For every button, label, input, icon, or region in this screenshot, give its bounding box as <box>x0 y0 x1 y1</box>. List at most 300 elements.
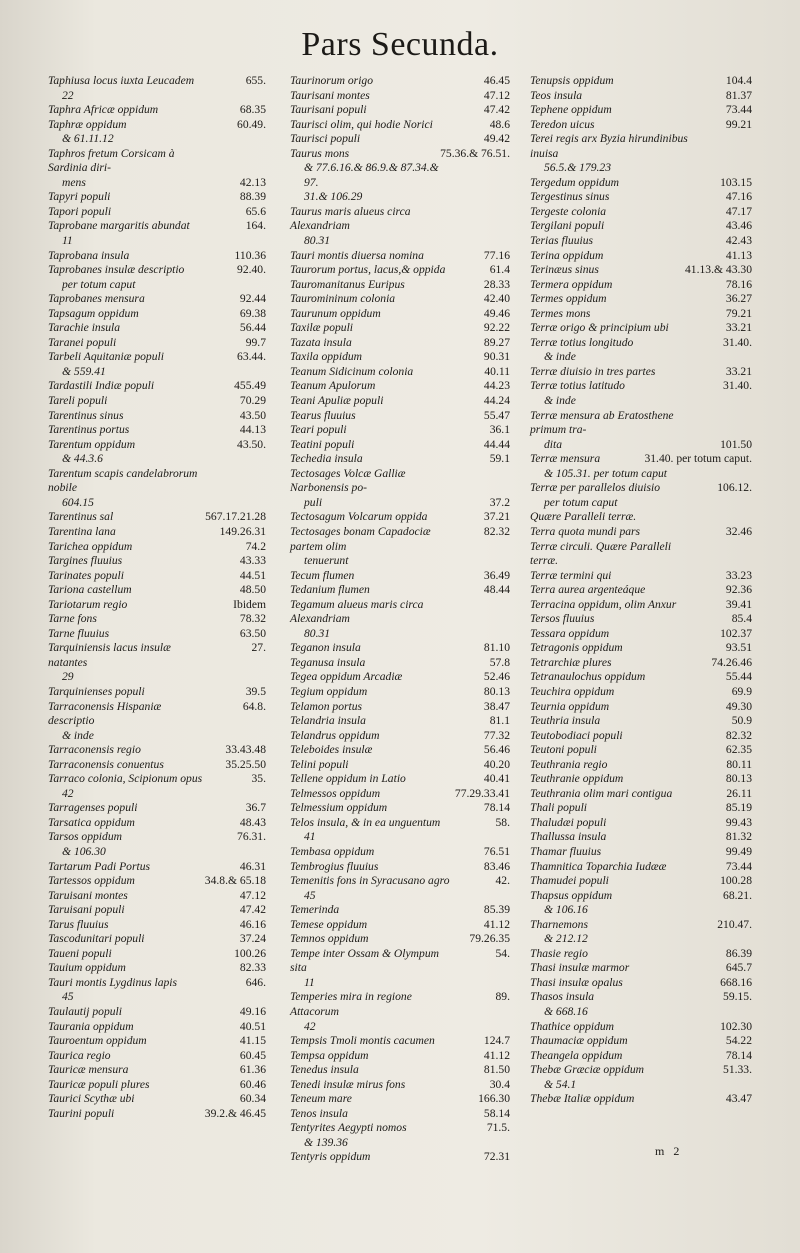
index-page-ref: 33.43.48 <box>225 743 266 757</box>
index-entry <box>48 1034 266 1049</box>
index-page-ref: 63.44. <box>237 350 266 364</box>
index-entry <box>290 932 510 947</box>
index-continuation: & 54.1 <box>544 1077 577 1091</box>
index-entry <box>48 1020 266 1035</box>
index-term: Teuthria insula <box>530 714 601 728</box>
index-entry <box>290 729 510 744</box>
index-entry <box>290 947 510 991</box>
index-page-ref: 83.46 <box>483 859 510 873</box>
index-entry <box>290 336 510 351</box>
index-continuation: 80.31 <box>304 626 331 640</box>
index-entry <box>48 205 266 220</box>
index-page-ref: 668.16 <box>720 975 752 989</box>
index-term: Techedia insula <box>290 452 363 466</box>
index-term: Thapsus oppidum <box>530 888 613 902</box>
index-page-ref: 43.33 <box>239 554 266 568</box>
index-entry <box>290 1034 510 1049</box>
index-term: Tarentinus sinus <box>48 408 124 422</box>
index-page-ref: 31.40. <box>723 335 752 349</box>
index-page-ref: 42.43 <box>725 234 752 248</box>
index-entry <box>290 467 510 511</box>
index-page-ref: 59.15. <box>723 990 752 1004</box>
index-page-ref: 99.49 <box>725 844 752 858</box>
index-page-ref: 567.17.21.28 <box>205 510 266 524</box>
index-entry <box>290 874 510 903</box>
index-entry <box>290 801 510 816</box>
index-entry <box>48 74 266 103</box>
index-page-ref: 90.31 <box>483 350 510 364</box>
index-page-ref: 35.25.50 <box>225 757 266 771</box>
index-page-ref: 166.30 <box>478 1092 510 1106</box>
index-entry <box>530 219 752 234</box>
index-term: Taprobana insula <box>48 248 130 262</box>
index-entry <box>530 510 752 525</box>
index-entry <box>48 467 266 511</box>
index-entry <box>290 103 510 118</box>
index-page-ref: 36.27 <box>725 292 752 306</box>
index-entry <box>290 685 510 700</box>
index-page-ref: 85.39 <box>483 903 510 917</box>
index-continuation: 41 <box>304 830 316 844</box>
index-term: Taurisci populi <box>290 132 361 146</box>
index-term: Terræ totius latitudo <box>530 379 625 393</box>
index-entry <box>290 656 510 671</box>
index-entry <box>290 452 510 467</box>
index-page-ref: 47.42 <box>239 903 266 917</box>
index-page-ref: 92.36 <box>725 583 752 597</box>
index-page-ref: 110.36 <box>234 248 266 262</box>
index-entry <box>290 598 510 642</box>
index-page-ref: 655. <box>245 74 266 87</box>
index-entry <box>290 641 510 656</box>
index-page-ref: 44.23 <box>483 379 510 393</box>
index-term: Thebæ Italiæ oppidum <box>530 1092 635 1106</box>
index-term: Taphræ oppidum <box>48 117 127 131</box>
index-term: Thathice oppidum <box>530 1019 615 1033</box>
index-entry <box>290 525 510 569</box>
index-column-1 <box>48 74 266 1121</box>
index-entry <box>290 118 510 133</box>
index-continuation: 11 <box>304 975 315 989</box>
index-page-ref: 61.36 <box>239 1063 266 1077</box>
index-page-ref: 78.14 <box>483 801 510 815</box>
index-term: Tarraconensis regio <box>48 743 141 757</box>
index-entry <box>530 729 752 744</box>
index-term: Teatini populi <box>290 437 355 451</box>
index-entry <box>530 1092 752 1107</box>
index-term: Temperies mira in regione Attacorum <box>290 990 412 1018</box>
index-entry <box>290 772 510 787</box>
index-page-ref: 47.16 <box>725 190 752 204</box>
index-entry <box>290 758 510 773</box>
index-entry <box>530 1020 752 1035</box>
index-entry <box>530 816 752 831</box>
index-term: Terræ mensura <box>530 452 601 466</box>
index-entry <box>530 874 752 889</box>
index-page-ref: 48.50 <box>239 583 266 597</box>
index-page-ref: 99.43 <box>725 815 752 829</box>
index-page-ref: 455.49 <box>234 379 266 393</box>
index-page-ref: 68.35 <box>239 103 266 117</box>
index-entry <box>48 976 266 1005</box>
index-entry <box>290 1063 510 1078</box>
index-entry <box>530 1063 752 1092</box>
index-entry <box>530 409 752 453</box>
index-entry <box>48 394 266 409</box>
index-continuation: & inde <box>544 394 576 408</box>
index-entry <box>530 1049 752 1064</box>
index-entry <box>290 205 510 249</box>
index-term: Telamon portus <box>290 699 363 713</box>
index-term: Tarentum scapis candelabrorum nobile <box>48 466 198 495</box>
index-term: Telos insula, & in ea unguentum <box>290 815 441 829</box>
index-entry <box>530 700 752 715</box>
index-term: Telandrus oppidum <box>290 728 380 742</box>
index-entry <box>48 612 266 627</box>
index-entry <box>530 74 752 89</box>
index-term: Tharnemons <box>530 917 588 931</box>
index-page-ref: 44.44 <box>483 437 510 451</box>
index-entry <box>290 438 510 453</box>
index-page-ref: 48.44 <box>483 583 510 597</box>
index-term: Terracina oppidum, olim Anxur <box>530 597 677 611</box>
index-term: Temese oppidum <box>290 917 368 931</box>
index-page-ref: 89. <box>495 990 510 1004</box>
index-term: Thamnitica Toparchia Iudææ <box>530 859 667 873</box>
index-entry <box>48 307 266 322</box>
index-term: Temnos oppidum <box>290 932 369 946</box>
index-page-ref: 27. <box>251 641 266 655</box>
index-term: Quære Paralleli terræ. <box>530 510 637 524</box>
index-term: Terræ circuli. Quære Paralleli terræ. <box>530 539 672 568</box>
index-term: Tarraco colonia, Scipionum opus <box>48 772 203 786</box>
index-entry <box>48 379 266 394</box>
index-entry <box>290 147 510 205</box>
index-entry <box>290 394 510 409</box>
index-term: Tectosages bonam Capadociæ partem olim <box>290 524 431 553</box>
index-term: Thasos insula <box>530 990 595 1004</box>
index-column-2 <box>290 74 510 1165</box>
index-term: Tegamum alueus maris circa Alexandriam <box>290 597 424 626</box>
index-term: Tempsa oppidum <box>290 1048 369 1062</box>
index-page-ref: 38.47 <box>483 699 510 713</box>
index-continuation: 45 <box>62 990 74 1004</box>
index-entry <box>290 918 510 933</box>
index-page-ref: 100.28 <box>720 874 752 888</box>
index-entry <box>530 801 752 816</box>
index-page-ref: 78.14 <box>725 1048 752 1062</box>
index-term: Theangela oppidum <box>530 1048 623 1062</box>
index-term: Taurisci olim, qui hodie Norici <box>290 117 433 131</box>
index-term: Tenos insula <box>290 1106 348 1120</box>
index-term: Taruisani populi <box>48 903 125 917</box>
index-page-ref: 59.1 <box>489 452 510 466</box>
index-entry <box>290 249 510 264</box>
index-entry <box>48 1049 266 1064</box>
index-term: Teanum Sidicinum colonia <box>290 364 414 378</box>
index-page-ref: 41.12 <box>483 1048 510 1062</box>
index-page-ref: 52.46 <box>483 670 510 684</box>
index-page-ref: 47.17 <box>725 204 752 218</box>
index-page-ref: 37.24 <box>239 932 266 946</box>
index-term: Tapyri populi <box>48 190 111 204</box>
index-term: Taurisani montes <box>290 88 370 102</box>
index-term: Terra aurea argenteáque <box>530 583 646 597</box>
index-entry <box>530 263 752 278</box>
index-entry <box>290 379 510 394</box>
index-page-ref: 55.47 <box>483 408 510 422</box>
index-term: Thamar fluuius <box>530 844 602 858</box>
index-entry <box>290 89 510 104</box>
index-entry <box>530 234 752 249</box>
index-page-ref: 92.44 <box>239 292 266 306</box>
index-entry <box>530 103 752 118</box>
index-entry <box>48 569 266 584</box>
index-page-ref: 69.9 <box>731 684 752 698</box>
index-page-ref: 58.14 <box>483 1106 510 1120</box>
index-entry <box>48 700 266 744</box>
index-term: Taxilæ populi <box>290 321 354 335</box>
index-entry <box>290 409 510 424</box>
index-entry <box>48 961 266 976</box>
index-term: Tarraconensis conuentus <box>48 757 164 771</box>
index-term: Terræ per parallelos diuisio <box>530 481 661 495</box>
index-term: Teleboides insulæ <box>290 743 373 757</box>
index-term: Teneum mare <box>290 1092 352 1106</box>
index-entry <box>530 249 752 264</box>
index-term: Tentyris oppidum <box>290 1150 371 1164</box>
index-term: Teani Apuliæ populi <box>290 394 384 408</box>
index-continuation: & 559.41 <box>62 364 106 378</box>
index-entry <box>530 336 752 365</box>
index-term: Tellene oppidum in Latio <box>290 772 406 786</box>
index-page-ref: 74.26.46 <box>711 655 752 669</box>
index-continuation: & inde <box>544 350 576 364</box>
index-page-ref: 39.5 <box>245 684 266 698</box>
index-page-ref: 32.46 <box>725 524 752 538</box>
index-entry <box>530 990 752 1019</box>
index-page-ref: 76.31. <box>237 830 266 844</box>
index-entry <box>290 670 510 685</box>
index-term: Tetranaulochus oppidum <box>530 670 646 684</box>
index-page-ref: 40.11 <box>484 364 510 378</box>
index-page-ref: 101.50 <box>720 437 752 451</box>
index-page-ref: 85.19 <box>725 801 752 815</box>
index-continuation: & 77.6.16.& 86.9.& 87.34.& 97. <box>304 161 439 189</box>
index-term: Taulautij populi <box>48 1005 122 1018</box>
index-page-ref: 36.1 <box>489 423 510 437</box>
index-page-ref: 78.32 <box>239 612 266 626</box>
index-term: Temenitis fons in Syracusano agro <box>290 874 450 888</box>
index-entry <box>530 176 752 191</box>
index-page-ref: 50.9 <box>731 714 752 728</box>
index-term: Thallussa insula <box>530 830 607 844</box>
index-term: Tarus fluuius <box>48 917 109 931</box>
index-term: Tartessos oppidum <box>48 874 135 888</box>
index-page-ref: 49.16 <box>239 1005 266 1018</box>
index-column-3 <box>530 74 752 1107</box>
index-term: Tarquiniensis lacus insulæ natantes <box>48 641 171 669</box>
index-page-ref: 645.7 <box>725 961 752 975</box>
index-entry <box>290 1092 510 1107</box>
index-page-ref: 60.46 <box>239 1077 266 1091</box>
signature-mark: m 2 <box>655 1144 683 1158</box>
index-page-ref: 47.12 <box>239 888 266 902</box>
index-term: Tarne fons <box>48 612 97 626</box>
index-term: Teuchira oppidum <box>530 684 615 698</box>
index-term: Tapori populi <box>48 204 112 218</box>
index-page-ref: 33.21 <box>725 321 752 335</box>
index-entry <box>48 147 266 191</box>
index-term: Tembasa oppidum <box>290 844 375 858</box>
index-entry <box>48 874 266 889</box>
index-term: Tarachie insula <box>48 321 121 335</box>
index-page-ref: 86.39 <box>725 946 752 960</box>
index-entry <box>530 292 752 307</box>
index-entry <box>530 278 752 293</box>
index-entry <box>290 307 510 322</box>
index-term: Taphros fretum Corsicam à Sardinia diri- <box>48 146 175 175</box>
index-term: Tempsis Tmoli montis cacumen <box>290 1034 435 1048</box>
index-entry <box>48 685 266 700</box>
index-term: Tegea oppidum Arcadiæ <box>290 670 403 684</box>
index-page-ref: 36.7 <box>245 801 266 815</box>
index-continuation: 80.31 <box>304 234 331 248</box>
index-page-ref: 104.4 <box>725 74 752 87</box>
index-entry <box>290 1150 510 1165</box>
index-entry <box>48 860 266 875</box>
index-term: Tenedus insula <box>290 1063 359 1077</box>
index-page-ref: 54.22 <box>725 1034 752 1048</box>
index-entry <box>290 583 510 598</box>
index-continuation: mens <box>62 175 86 189</box>
index-page-ref: 70.29 <box>239 394 266 408</box>
index-term: Thasie regio <box>530 946 588 960</box>
index-entry <box>530 365 752 380</box>
index-term: Tarichea oppidum <box>48 539 133 553</box>
index-term: Telandria insula <box>290 714 366 728</box>
index-entry <box>290 263 510 278</box>
index-term: Telmessium oppidum <box>290 801 388 815</box>
index-page-ref: 26.11 <box>726 786 752 800</box>
index-term: Taueni populi <box>48 946 112 960</box>
index-continuation: & 105.31. per totum caput <box>544 466 668 480</box>
index-page-ref: 103.15 <box>720 175 752 189</box>
index-term: Tazata insula <box>290 335 352 349</box>
index-term: Tardastili Indiæ populi <box>48 379 155 393</box>
index-term: Terias fluuius <box>530 234 594 248</box>
index-term: Taurunum oppidum <box>290 306 381 320</box>
index-entry <box>48 1092 266 1107</box>
index-page-ref: 46.45 <box>483 74 510 87</box>
index-entry <box>530 379 752 408</box>
index-page-ref: 47.42 <box>483 103 510 117</box>
index-page-ref: 44.13 <box>239 423 266 437</box>
index-term: Tauroentum oppidum <box>48 1034 147 1048</box>
index-term: Tascodunitari populi <box>48 932 145 946</box>
index-entry <box>530 714 752 729</box>
index-continuation: & 44.3.6 <box>62 452 103 466</box>
page-title: Pars Secunda. <box>301 26 499 63</box>
index-entry <box>48 219 266 248</box>
index-page-ref: 81.1 <box>489 714 510 728</box>
index-page-ref: 43.50 <box>239 408 266 422</box>
index-page-ref: 57.8 <box>489 655 510 669</box>
index-entry <box>48 336 266 351</box>
index-term: Tembrogius fluuius <box>290 859 379 873</box>
index-term: Tenedi insulæ mirus fons <box>290 1077 406 1091</box>
index-term: Teos insula <box>530 88 583 102</box>
index-page-ref: 31.40. <box>723 379 752 393</box>
index-entry <box>290 990 510 1034</box>
index-page-ref: 33.21 <box>725 364 752 378</box>
index-term: Terræ diuisio in tres partes <box>530 364 656 378</box>
index-term: Termes oppidum <box>530 292 607 306</box>
index-entry <box>48 190 266 205</box>
index-page-ref: 60.49. <box>237 117 266 131</box>
index-page-ref: 81.37 <box>725 88 752 102</box>
index-page-ref: 63.50 <box>239 626 266 640</box>
index-entry <box>48 598 266 613</box>
index-term: Tarinates populi <box>48 568 124 582</box>
index-page-ref: 68.21. <box>723 888 752 902</box>
index-entry <box>530 860 752 875</box>
index-entry <box>530 1034 752 1049</box>
index-term: Thali populi <box>530 801 588 815</box>
index-term: Targines fluuius <box>48 554 123 568</box>
index-term: Telmessos oppidum <box>290 786 381 800</box>
index-page-ref: 30.4 <box>489 1077 510 1091</box>
index-term: Tarsatica oppidum <box>48 815 135 829</box>
index-page-ref: 75.36.& 76.51. <box>440 146 510 160</box>
index-page-ref: 81.32 <box>725 830 752 844</box>
index-term: Tedanium flumen <box>290 583 370 597</box>
index-term: Teurnia oppidum <box>530 699 610 713</box>
index-page-ref: 37.2 <box>489 495 510 509</box>
index-entry <box>48 932 266 947</box>
index-page-ref: 42. <box>495 874 510 888</box>
index-term: Telini populi <box>290 757 349 771</box>
index-entry <box>290 1049 510 1064</box>
index-term: Tectosages Volcæ Galliæ Narbonensis po- <box>290 466 406 495</box>
index-page-ref: 164. <box>245 219 266 233</box>
index-entry <box>530 889 752 918</box>
index-page-ref: 80.11 <box>726 757 752 771</box>
index-page-ref: 69.38 <box>239 306 266 320</box>
index-term: Termes mons <box>530 306 591 320</box>
index-term: Teuthranie oppidum <box>530 772 624 786</box>
index-term: Tergestinus sinus <box>530 190 610 204</box>
index-term: Taxila oppidum <box>290 350 363 364</box>
index-page-ref: 56.44 <box>239 321 266 335</box>
index-page-ref: 76.51 <box>483 844 510 858</box>
index-page-ref: 36.49 <box>483 568 510 582</box>
index-entry <box>290 278 510 293</box>
index-page-ref: 93.51 <box>725 641 752 655</box>
index-continuation: dita <box>544 437 563 451</box>
index-continuation: per totum caput <box>544 495 618 509</box>
index-page-ref: 28.33 <box>483 277 510 291</box>
index-page-ref: 72.31 <box>483 1150 510 1164</box>
index-page-ref: 49.30 <box>725 699 752 713</box>
index-page-ref: 42.13 <box>239 175 266 189</box>
index-term: Tapsagum oppidum <box>48 306 139 320</box>
index-page-ref: 47.12 <box>483 88 510 102</box>
index-entry <box>530 641 752 656</box>
index-page-ref: 43.47 <box>725 1092 752 1106</box>
index-page-ref: 39.41 <box>725 597 752 611</box>
index-term: Tergeste colonia <box>530 204 607 218</box>
